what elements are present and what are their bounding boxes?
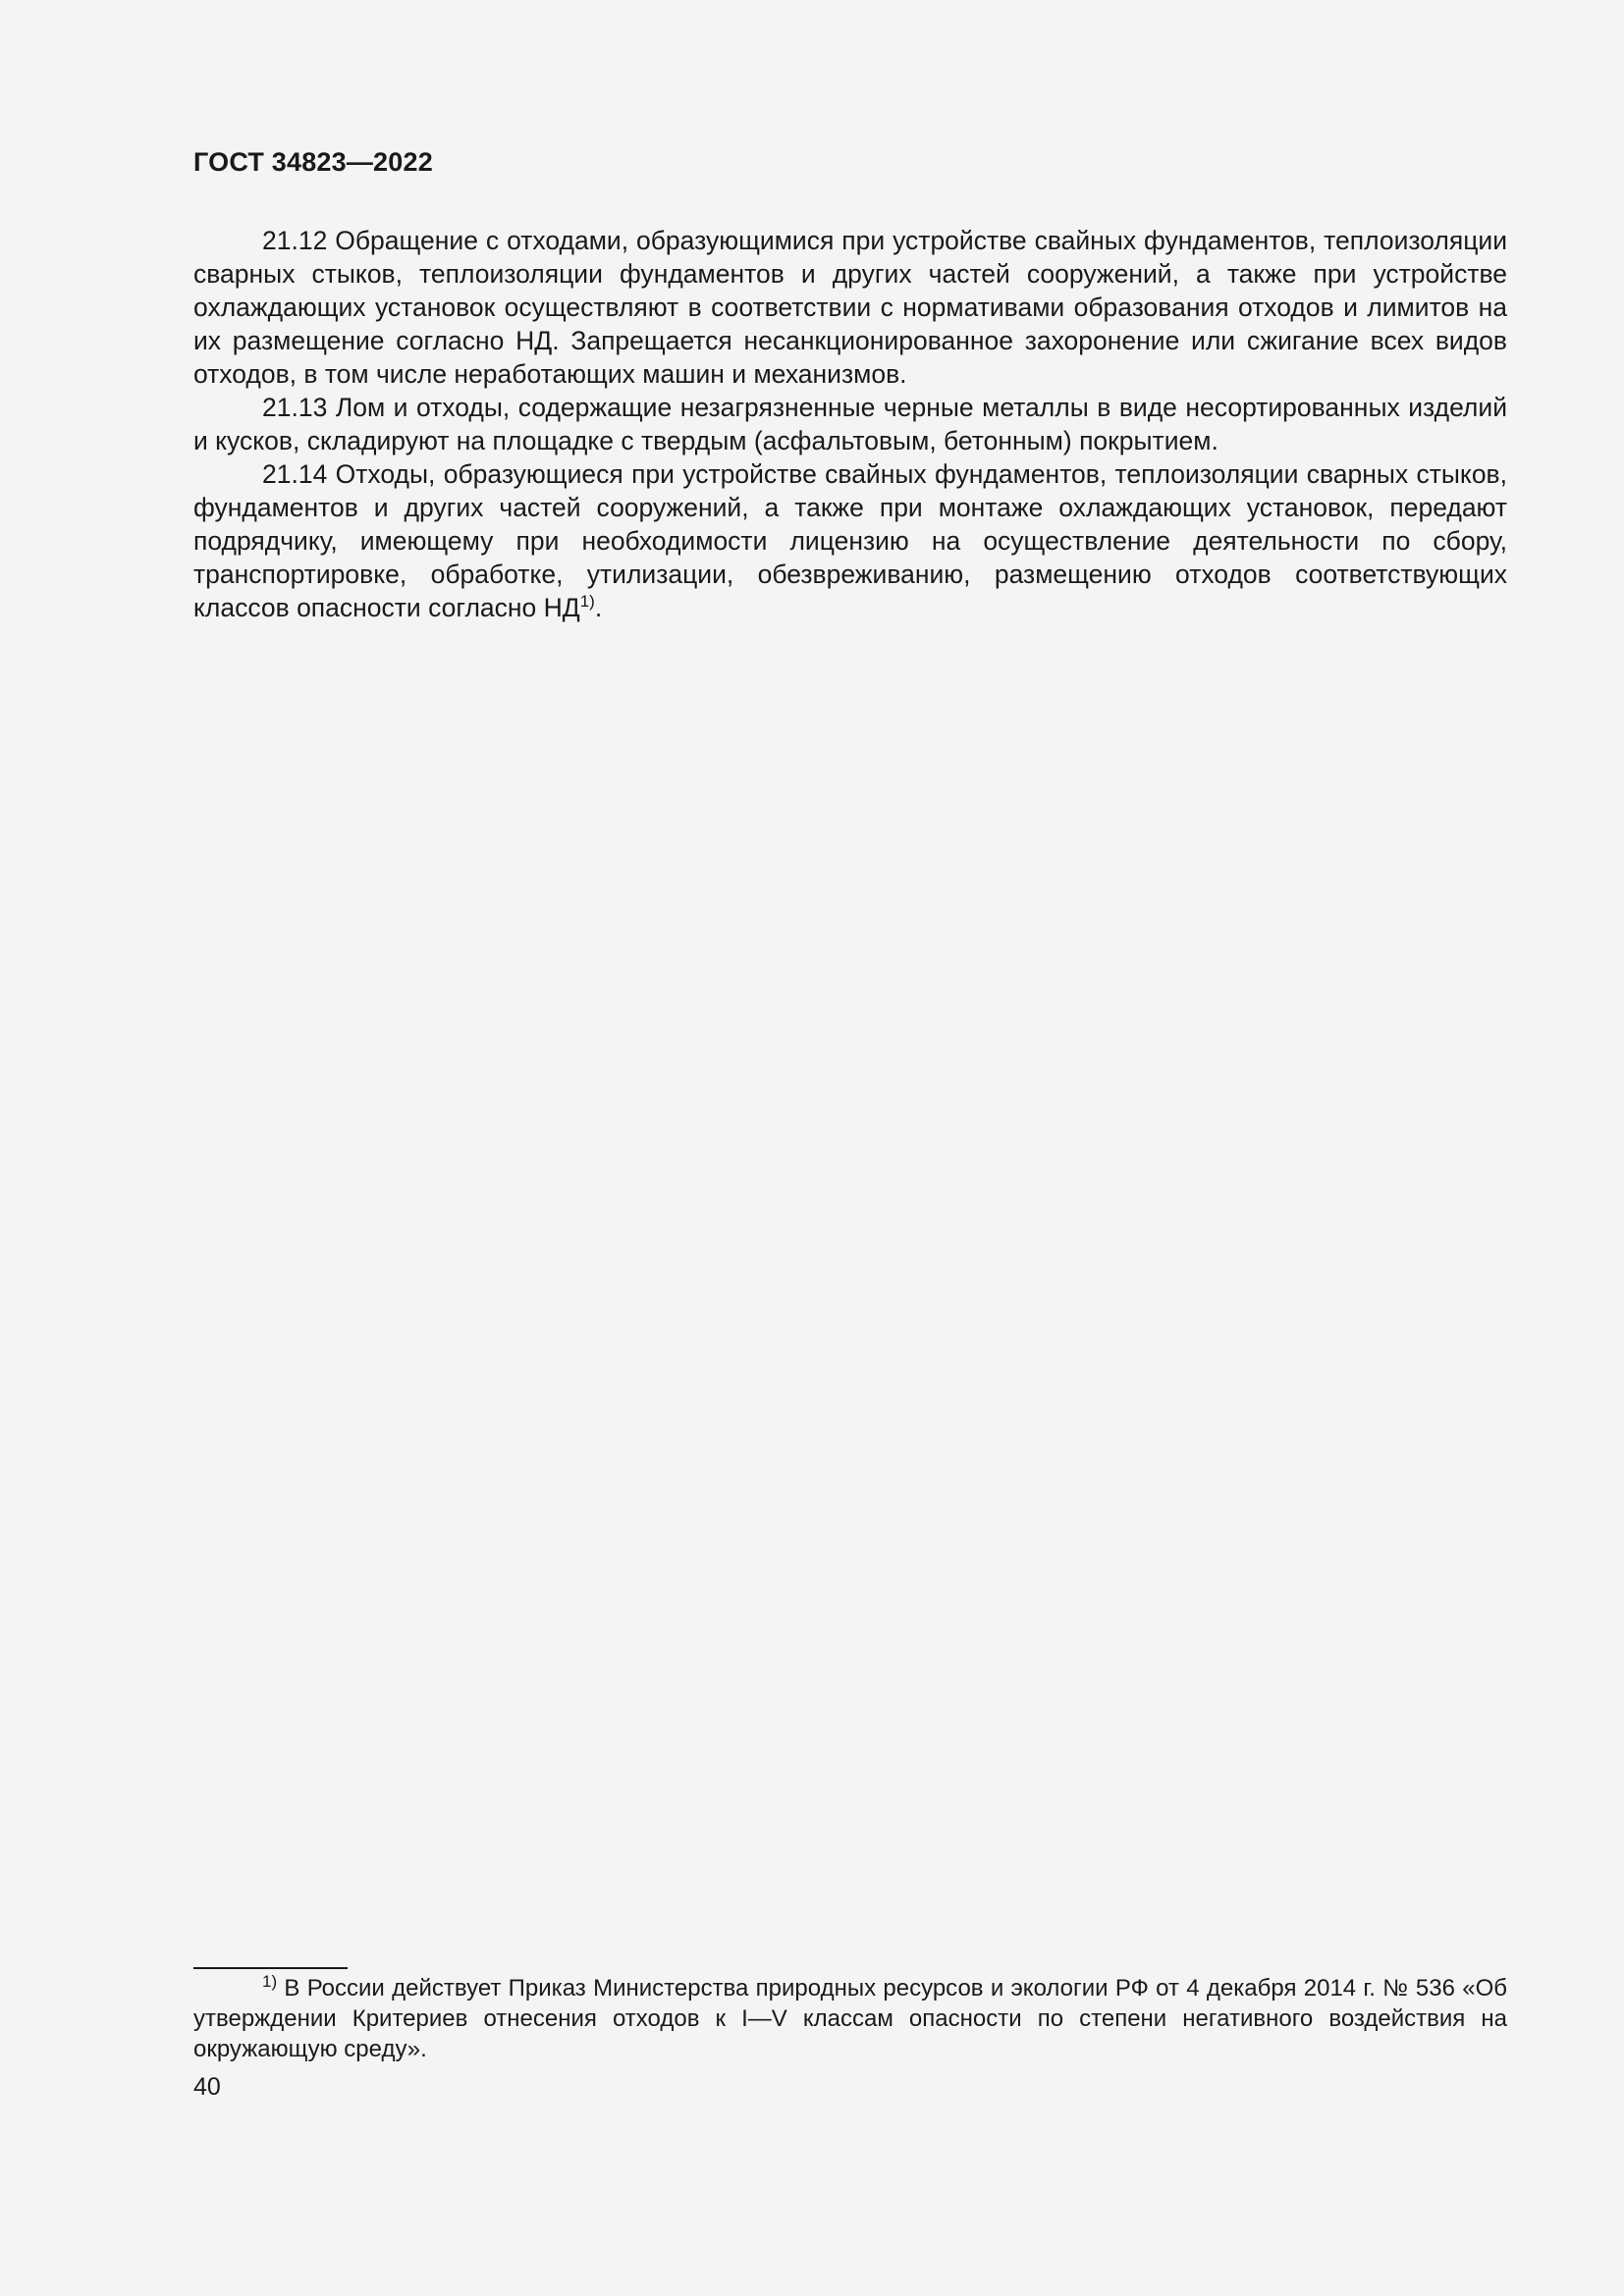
paragraph-21-14-tail: . [594,593,603,622]
paragraph-21-14-text: 21.14 Отходы, образующиеся при устройстве свайных фундаментов, теплоизоляции сварных стыков, фундаментов и других частей сооружений, а также при монтаже охлаждающих установок, передают подрядчику, имеющему при необходимости лицензию на осуществление деятельности по сбору, транспортировке, обработке, утилизации, обезвреживанию, размещению отходов соответствующих классов опасности согласно НД [193,459,1507,622]
footnote-marker: 1) [262,1972,278,1991]
paragraph-21-14 [193,457,1507,624]
footnote-reference[interactable]: 1) [579,592,595,612]
paragraph-21-12: 21.12 Обращение с отходами, образующимися при устройстве свайных фундаментов, теплоизоляции сварных стыков, теплоизоляции фундаментов и других частей сооружений, а также при устройстве охлаждающих установок осуществляют в соответствии с нормативами образования отходов и лимитов на их размещение согласно НД. Запрещается несанкционированное захоронение или сжигание всех видов отходов, в том числе неработающих машин и механизмов. [193,226,1507,389]
document-header: ГОСТ 34823—2022 [193,147,433,177]
footnote-text-block [193,1973,1507,2064]
footnote-divider [193,1967,348,1969]
footnote [193,1973,1507,2064]
footnote-text: В России действует Приказ Министерства природных ресурсов и экологии РФ от 4 декабря 2014 г. № 536 «Об утверждении Критериев отнесения отходов к I—V классам опасности по степени негативного воздействия на окружающую среду». [193,1975,1507,2062]
page-number: 40 [193,2073,221,2101]
paragraph-21-13: 21.13 Лом и отходы, содержащие незагрязненные черные металлы в виде несортированных изделий и кусков, складируют на площадке с твердым (асфальтовым, бетонным) покрытием. [193,393,1507,455]
document-body [193,224,1507,624]
